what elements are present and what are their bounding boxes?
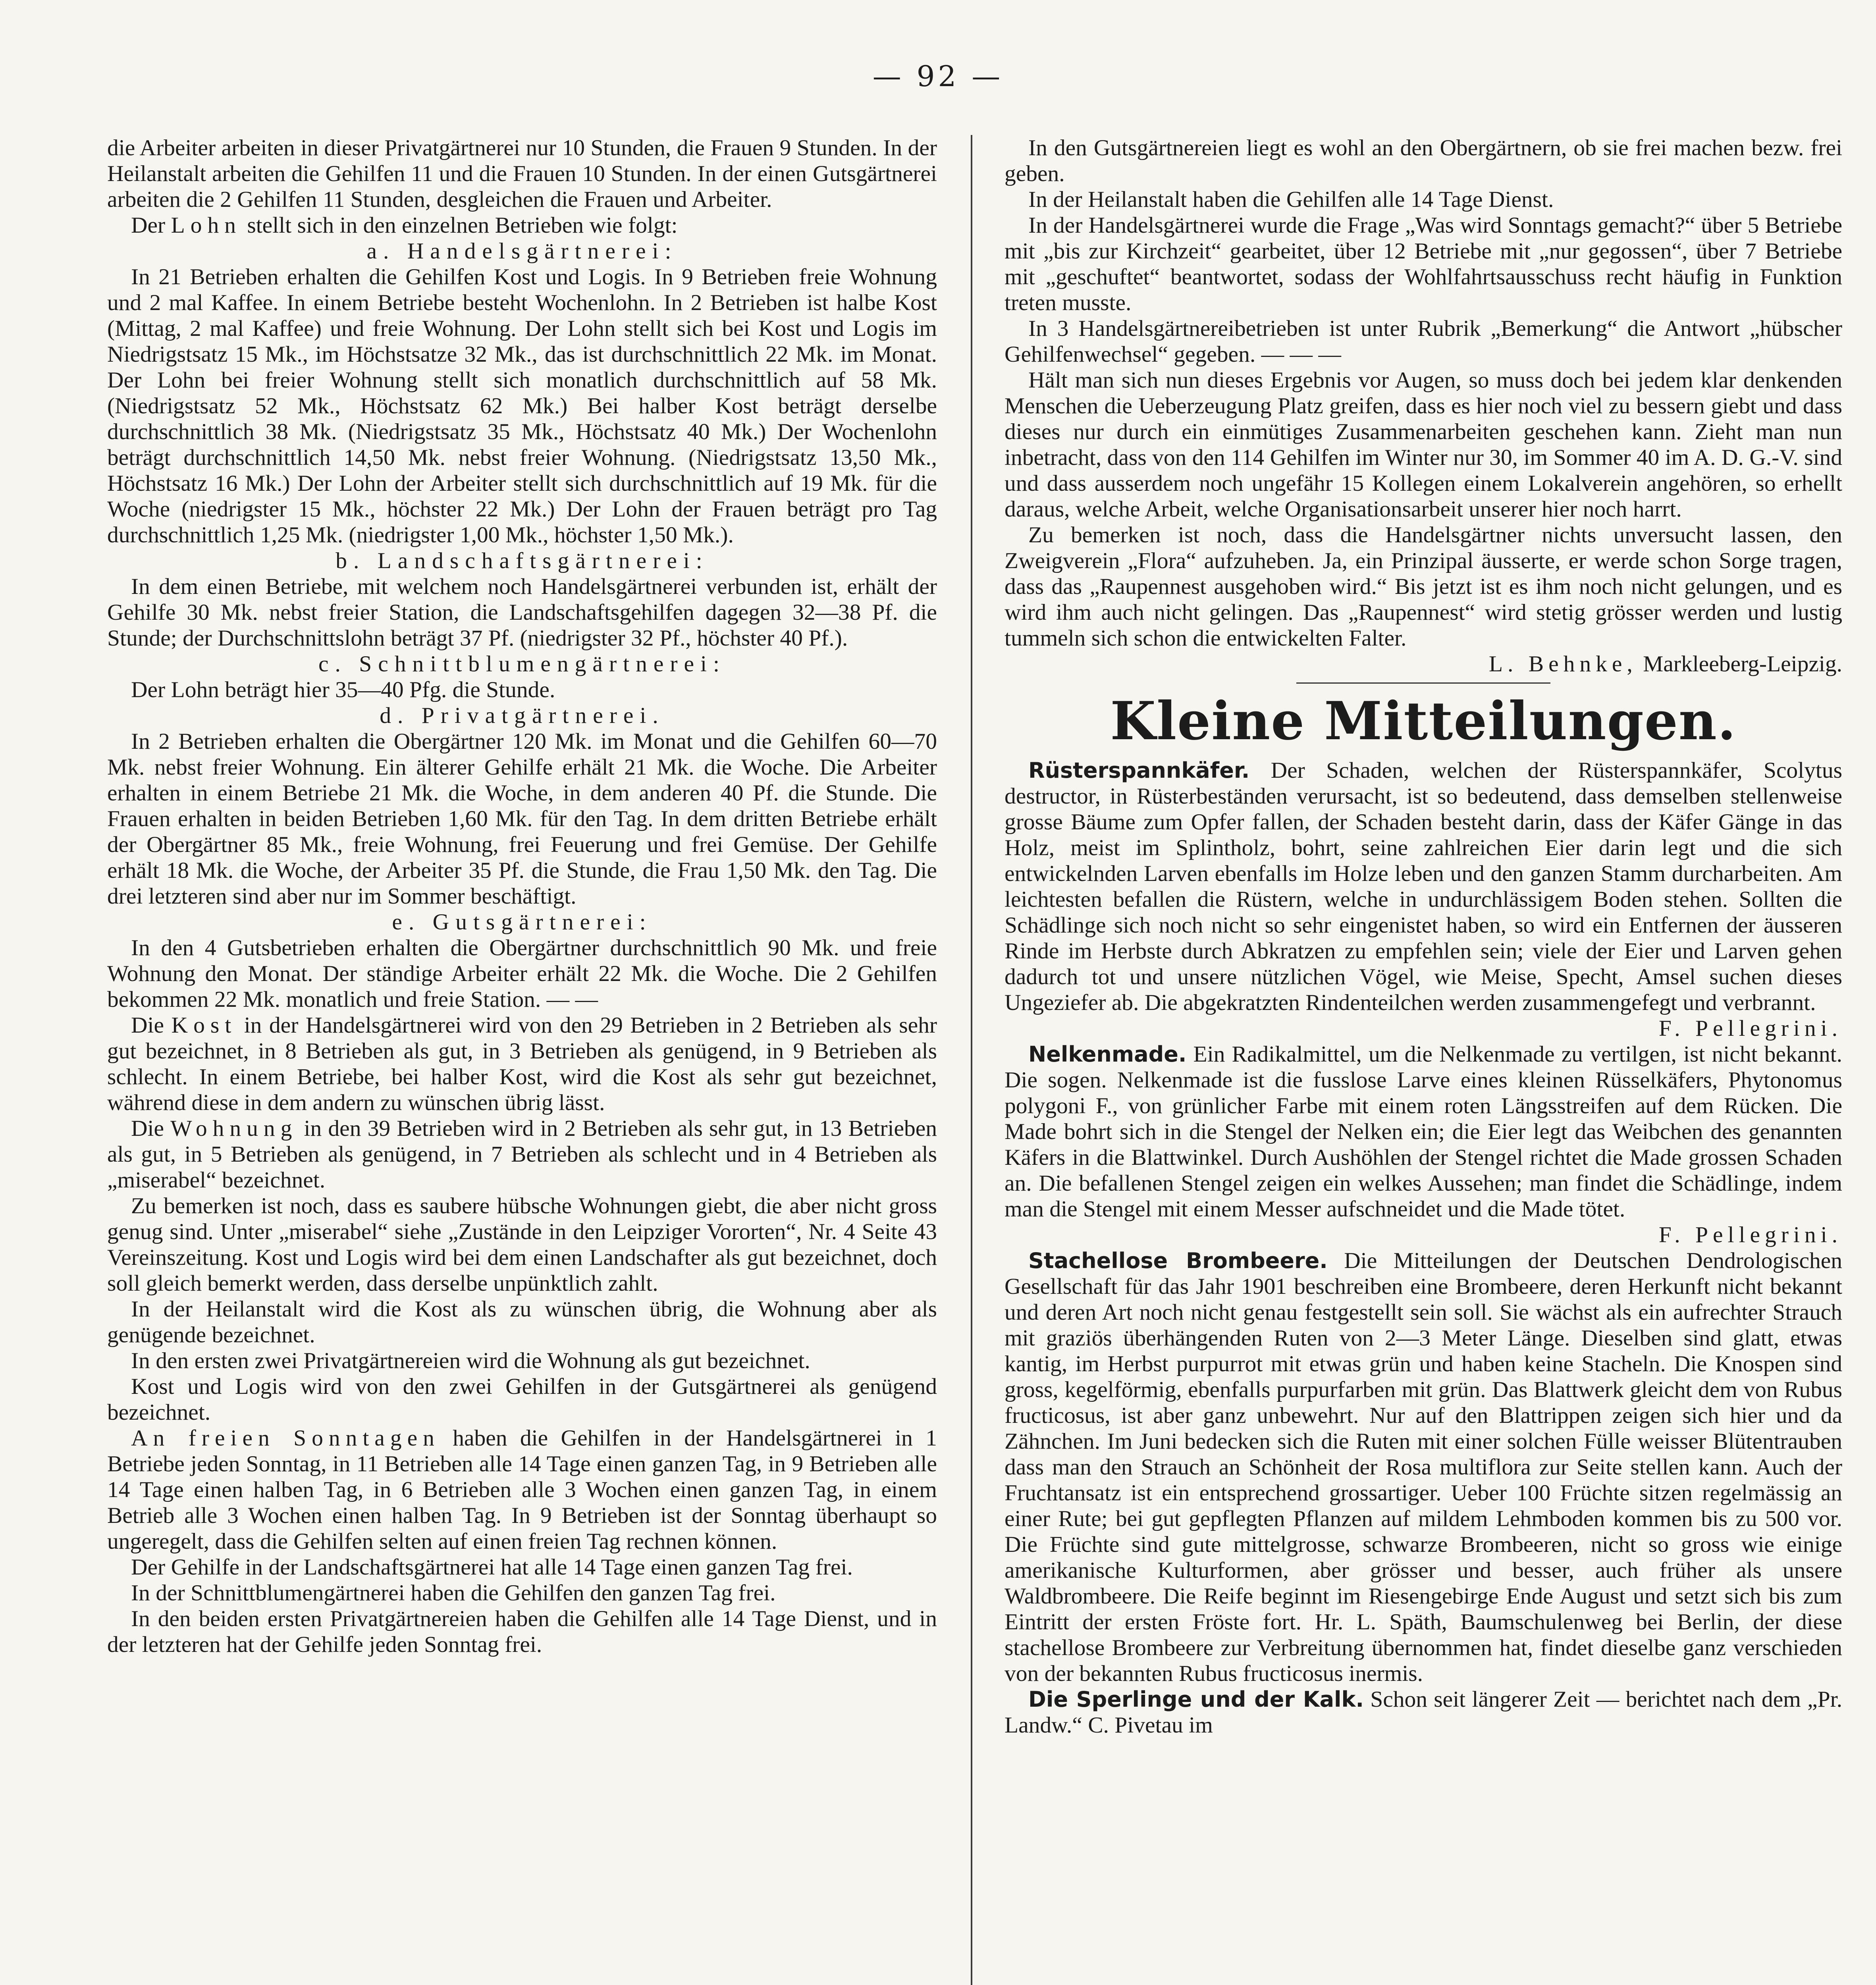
subheading-landschaftsgaertnerei: b. Landschaftsgärtnerei: bbox=[335, 548, 709, 573]
paragraph: In den Gutsgärtnereien liegt es wohl an den Obergärtnern, ob sie frei machen bezw. frei geben. bbox=[1005, 135, 1842, 186]
spaced-keyword: Lohn bbox=[171, 213, 241, 238]
text-run: stellt sich in den einzelnen Betrieben wie folgt: bbox=[247, 213, 678, 238]
text-run: in der Handelsgärtnerei wird von den 29 Betrieben in 2 Betrieben als sehr gut bezeichnet, in 8 Betrieben als gut, in 3 Betrieben als genügend, in 9 Betrieben als schlecht. In einem Betriebe, bei halber Kost, wird die Kost als sehr gut bezeichnet, während diese in dem andern zu wünschen übrig lässt. bbox=[107, 1013, 937, 1115]
paragraph: Kost und Logis wird von den zwei Gehilfen in der Gutsgärtnerei als genügend bezeichnet. bbox=[107, 1374, 937, 1425]
article-text: Ein Radikalmittel, um die Nelkenmade zu vertilgen, ist nicht bekannt. Die sogen. Nelkenmade ist die fusslose Larve eines kleinen Rüsselkäfers, Phytonomus polygoni F., von grünlicher Farbe mit einem roten Längsstreifen auf dem Rücken. Die Made bohrt sich in die Stengel der Nelken ein; die Eier legt das Weibchen des genannten Käfers in die Blattwinkel. Durch Aushöhlen der Stengel richtet die Made grossen Schaden an. Die befallenen Stengel zeigen ein welkes Aussehen; man findet die Schädlinge, indem man die Stengel mit einem Messer aufschneidet und die Made tötet. bbox=[1005, 1042, 1842, 1222]
text-run: Die bbox=[131, 1013, 164, 1038]
section-heading: Kleine Mitteilungen. bbox=[1110, 690, 1737, 752]
paragraph: die Arbeiter arbeiten in dieser Privatgärtnerei nur 10 Stunden, die Frauen 9 Stunden. In der Heilanstalt arbeiten die Gehilfen 11 und die Frauen 10 Stunden. In der einen Gutsgärtnerei arbeiten die 2 Gehilfen 11 Stunden, desgleichen die Frauen und Arbeiter. bbox=[107, 135, 937, 212]
paragraph: Der Lohn beträgt hier 35—40 Pfg. die Stunde. bbox=[131, 677, 555, 702]
paragraph bbox=[107, 1012, 937, 1116]
paragraph: In den 4 Gutsbetrieben erhalten die Obergärtner durchschnittlich 90 Mk. und freie Wohnung den Monat. Der ständige Arbeiter erhält 22 Mk. die Woche. Die 2 Gehilfen bekommen 22 Mk. monatlich und freie Station. — — bbox=[107, 935, 937, 1012]
article-sperlinge-kalk bbox=[1005, 1686, 1842, 1738]
spaced-keyword: Wohnung bbox=[170, 1116, 298, 1141]
paragraph: In den beiden ersten Privatgärtnereien haben die Gehilfen alle 14 Tage Dienst, und in der letzteren hat der Gehilfe jeden Sonntag frei. bbox=[107, 1606, 937, 1657]
article-text: Die Mitteilungen der Deutschen Dendrologischen Gesellschaft für das Jahr 1901 beschreiben eine Brombeere, deren Herkunft nicht bekannt und deren Art noch nicht genau festgestellt sein soll. Sie wächst als ein aufrechter Strauch mit graziös überhängenden Ruten von 2—3 Meter Länge. Dieselben sind glatt, etwas kantig, im Herbst purpurrot mit etwas grün und haben keine Stacheln. Die Knospen sind gross, kegelförmig, ebenfalls purpurfarben mit grün. Das Blattwerk gleicht dem von Rubus fructicosus, ist aber ganz unbewehrt. Nur auf den Blattrippen zeigen sich hier und da Zähnchen. Im Juni bedecken sich die Ruten mit einer solchen Fülle weisser Blütentrauben dass man den Strauch an Schönheit der Rosa multiflora zur Seite stellen kann. Auch der Fruchtansatz ist ein entsprechend grossartiger. Ueber 100 Früchte sitzen regelmässig an einer Rute; bei gut gepflegten Pflanzen auf mildem Lehmboden kommen bis zu 500 vor. Die Früchte sind gute mittelgrosse, schwarze Brombeeren, nicht so gross wie einige amerikanische Kulturformen, aber grösser und besser, auch früher als unsere Waldbrombeere. Die Reife beginnt im Riesengebirge Ende August und setzt sich bis zum Eintritt der ersten Fröste fort. Hr. L. Späth, Baumschulenweg bei Berlin, der diese stachellose Brombeere zur Verbreitung übernommen hat, findet dieselbe ganz verschieden von der bekannten Rubus fructicosus inermis. bbox=[1005, 1248, 1842, 1686]
paragraph: In 21 Betrieben erhalten die Gehilfen Kost und Logis. In 9 Betrieben freie Wohnung und 2 mal Kaffee. In einem Betriebe besteht Wochenlohn. In 2 Betrieben ist halbe Kost (Mittag, 2 mal Kaffee) und freie Wohnung. Der Lohn stellt sich bei Kost und Logis im Niedrigstsatz 15 Mk., im Höchstsatze 32 Mk., das ist durchschnittlich 22 Mk. im Monat. Der Lohn bei freier Wohnung stellt sich monatlich durchschnittlich auf 58 Mk. (Niedrigstsatz 52 Mk., Höchstsatz 62 Mk.) Bei halber Kost beträgt derselbe durchschnittlich 38 Mk. (Niedrigstsatz 35 Mk., Höchstsatz 40 Mk.) Der Wochenlohn beträgt durchschnittlich 14,50 Mk. nebst freier Wohnung. (Niedrigstsatz 13,50 Mk., Höchstsatz 16 Mk.) Der Lohn der Arbeiter stellt sich durchschnittlich auf 19 Mk. für die Woche (niedrigster 15 Mk., höchster 22 Mk.) Der Lohn der Frauen beträgt pro Tag durchschnittlich 1,25 Mk. (niedrigster 1,00 Mk., höchster 1,50 Mk.). bbox=[107, 264, 937, 547]
article-signature bbox=[1005, 1222, 1842, 1248]
section-rule bbox=[1296, 682, 1550, 684]
subheading-privatgaertnerei: d. Privatgärtnerei. bbox=[380, 703, 665, 728]
subheading-gutsgaertnerei: e. Gutsgärtnerei: bbox=[392, 910, 652, 935]
page-number: — 92 — bbox=[872, 60, 1004, 93]
text-run: haben die Gehilfen in der Handelsgärtnerei in 1 Betriebe jeden Sonntag, in 11 Betrieben alle 14 Tage einen ganzen Tag, in 9 Betrieben alle 14 Tage einen halben Tag, in 6 Betrieben alle 3 Wochen einen ganzen Tag, in einem Betrieb alle 3 Wochen einen halben Tag. In 9 Betrieben ist der Sonntag überhaupt so ungeregelt, dass die Gehilfen selten auf einen freien Tag rechnen können. bbox=[107, 1426, 937, 1554]
author-place: Markleeberg-Leipzig. bbox=[1643, 651, 1842, 676]
left-column bbox=[107, 135, 937, 1985]
paragraph bbox=[107, 212, 937, 238]
subheading-handelsgaertnerei: a. Handelsgärtnerei: bbox=[366, 239, 678, 264]
column-divider bbox=[971, 135, 972, 1985]
paragraph: In der Heilanstalt wird die Kost als zu wünschen übrig, die Wohnung aber als genügende bezeichnet. bbox=[107, 1297, 937, 1347]
right-column bbox=[1005, 135, 1842, 1985]
paragraph bbox=[107, 1116, 937, 1193]
article-ruesterspannkaefer bbox=[1005, 757, 1842, 1016]
paragraph: In der Heilanstalt haben die Gehilfen alle 14 Tage Dienst. bbox=[1028, 187, 1554, 212]
article-title: Nelkenmade. bbox=[1028, 1042, 1187, 1067]
article-title: Die Sperlinge und der Kalk. bbox=[1028, 1687, 1364, 1712]
article-title: Stachellose Brombeere. bbox=[1028, 1248, 1328, 1273]
paragraph: Zu bemerken ist noch, dass es saubere hübsche Wohnungen giebt, die aber nicht gross genug sind. Unter „miserabel“ siehe „Zustände in den Leipziger Vororten“, Nr. 4 Seite 43 Vereinszeitung. Kost und Logis wird bei dem einen Landschafter als gut bezeichnet, doch soll gleich bemerkt werden, dass derselbe unpünktlich zahlt. bbox=[107, 1193, 937, 1296]
article-title: Rüsterspannkäfer. bbox=[1028, 758, 1250, 783]
paragraph: In 2 Betrieben erhalten die Obergärtner 120 Mk. im Monat und die Gehilfen 60—70 Mk. nebst freier Wohnung. Ein älterer Gehilfe erhält 21 Mk. die Woche. Die Arbeiter erhalten in einem Betriebe 21 Mk. die Woche, in dem anderen 40 Pf. die Stunde. Die Frauen erhalten in beiden Betrieben 1,60 Mk. für den Tag. In dem dritten Betriebe erhält der Obergärtner 85 Mk., freie Wohnung, frei Feuerung und frei Gemüse. Der Gehilfe erhält 18 Mk. die Woche, der Arbeiter 35 Pf. die Stunde, die Frau 1,50 Mk. den Tag. Die drei letzteren sind aber nur im Sommer beschäftigt. bbox=[107, 729, 937, 909]
paragraph: In 3 Handelsgärtnereibetrieben ist unter Rubrik „Bemerkung“ die Antwort „hübscher Gehilfenwechsel“ gegeben. — — — bbox=[1005, 316, 1842, 367]
paragraph: Zu bemerken ist noch, dass die Handelsgärtner nichts unversucht lassen, den Zweigverein „Flora“ aufzuheben. Ja, ein Prinzipal äusserte, er werde schon Sorge tragen, dass das „Raupennest ausgehoben wird.“ Bis jetzt ist es ihm noch nicht gelungen, und es wird ihm auch nicht gelingen. Das „Raupennest“ wird stetig grösser werden und lustig tummeln sich schon die entwickelten Falter. bbox=[1005, 522, 1842, 651]
paragraph: Der Gehilfe in der Landschaftsgärtnerei hat alle 14 Tage einen ganzen Tag frei. bbox=[131, 1555, 853, 1580]
spaced-keyword: Kost bbox=[171, 1013, 237, 1038]
paragraph bbox=[107, 1425, 937, 1554]
author-name: L. Behnke, bbox=[1488, 651, 1637, 676]
spaced-keyword: An freien Sonntagen bbox=[131, 1426, 440, 1451]
text-run: Der bbox=[131, 213, 166, 238]
subheading-schnittblumengaertnerei: c. Schnittblumengärtnerei: bbox=[318, 651, 726, 676]
article-nelkenmade bbox=[1005, 1041, 1842, 1222]
article-text: Schon seit längerer Zeit — berichtet nach dem „Pr. Landw.“ C. Pivetau im bbox=[1005, 1687, 1842, 1738]
author-name: F. Pellegrini. bbox=[1658, 1222, 1842, 1247]
paragraph: In den ersten zwei Privatgärtnereien wird die Wohnung als gut bezeichnet. bbox=[131, 1348, 810, 1373]
article-signature bbox=[1005, 1016, 1842, 1041]
paragraph: Hält man sich nun dieses Ergebnis vor Augen, so muss doch bei jedem klar denkenden Menschen die Ueberzeugung Platz greifen, dass es hier noch viel zu bessern giebt und dass dieses nur durch ein einmütiges Zusammenarbeiten geschehen kann. Zieht man nun inbetracht, dass von den 114 Gehilfen im Winter nur 30, im Sommer 40 im A. D. G.-V. sind und dass ausserdem noch ungefähr 15 Kollegen einem Lokalverein angehören, so erhellt daraus, welche Arbeit, welche Organisationsarbeit unserer hier noch harrt. bbox=[1005, 368, 1842, 522]
text-run: Die bbox=[131, 1116, 164, 1141]
author-name: F. Pellegrini. bbox=[1658, 1016, 1842, 1041]
author-signature bbox=[1005, 651, 1842, 677]
paragraph: In der Handelsgärtnerei wurde die Frage „Was wird Sonntags gemacht?“ über 5 Betriebe mit „bis zur Kirchzeit“ gearbeitet, über 12 Betriebe mit „nur gegossen“, über 7 Betriebe mit „geschuftet“ beantwortet, sodass der Wohlfahrtsausschuss recht häufig in Funktion treten musste. bbox=[1005, 213, 1842, 315]
article-stachellose-brombeere bbox=[1005, 1248, 1842, 1686]
article-text: Der Schaden, welchen der Rüsterspannkäfer, Scolytus destructor, in Rüsterbeständen verursacht, ist so bedeutend, dass demselben stellenweise grosse Bäume zum Opfer fallen, der Schaden besteht darin, dass der Käfer Gänge in das Holz, meist im Splintholz, bohrt, seine zahlreichen Eier darin legt und die sich entwickelnden Larven ebenfalls im Holze leben und den ganzen Stamm durcharbeiten. Am leichtesten befallen die Rüstern, welche in undurchlässigem Boden stehen. Sollten die Schädlinge sich noch nicht so sehr eingenistet haben, so wird ein Entfernen der äusseren Rinde im Herbste durch Abkratzen zu empfehlen sein; viele der Eier und Larven gehen dadurch tot und unsere nützlichen Vögel, wie Meise, Specht, Amsel suchen dieses Ungeziefer ab. Die abgekratzten Rindenteilchen werden zusammengefegt und verbrannt. bbox=[1005, 758, 1842, 1015]
paragraph: In dem einen Betriebe, mit welchem noch Handelsgärtnerei verbunden ist, erhält der Gehilfe 30 Mk. nebst freier Station, die Landschaftsgehilfen dagegen 32—38 Pf. die Stunde; der Durchschnittslohn beträgt 37 Pf. (niedrigster 32 Pf., höchster 40 Pf.). bbox=[107, 574, 937, 651]
paragraph: In der Schnittblumengärtnerei haben die Gehilfen den ganzen Tag frei. bbox=[131, 1580, 776, 1605]
text-run: in den 39 Betrieben wird in 2 Betrieben als sehr gut, in 13 Betrieben als gut, in 5 Betrieben als genügend, in 7 Betrieben als schlecht und in 4 Betrieben als „miserabel“ bezeichnet. bbox=[107, 1116, 937, 1193]
